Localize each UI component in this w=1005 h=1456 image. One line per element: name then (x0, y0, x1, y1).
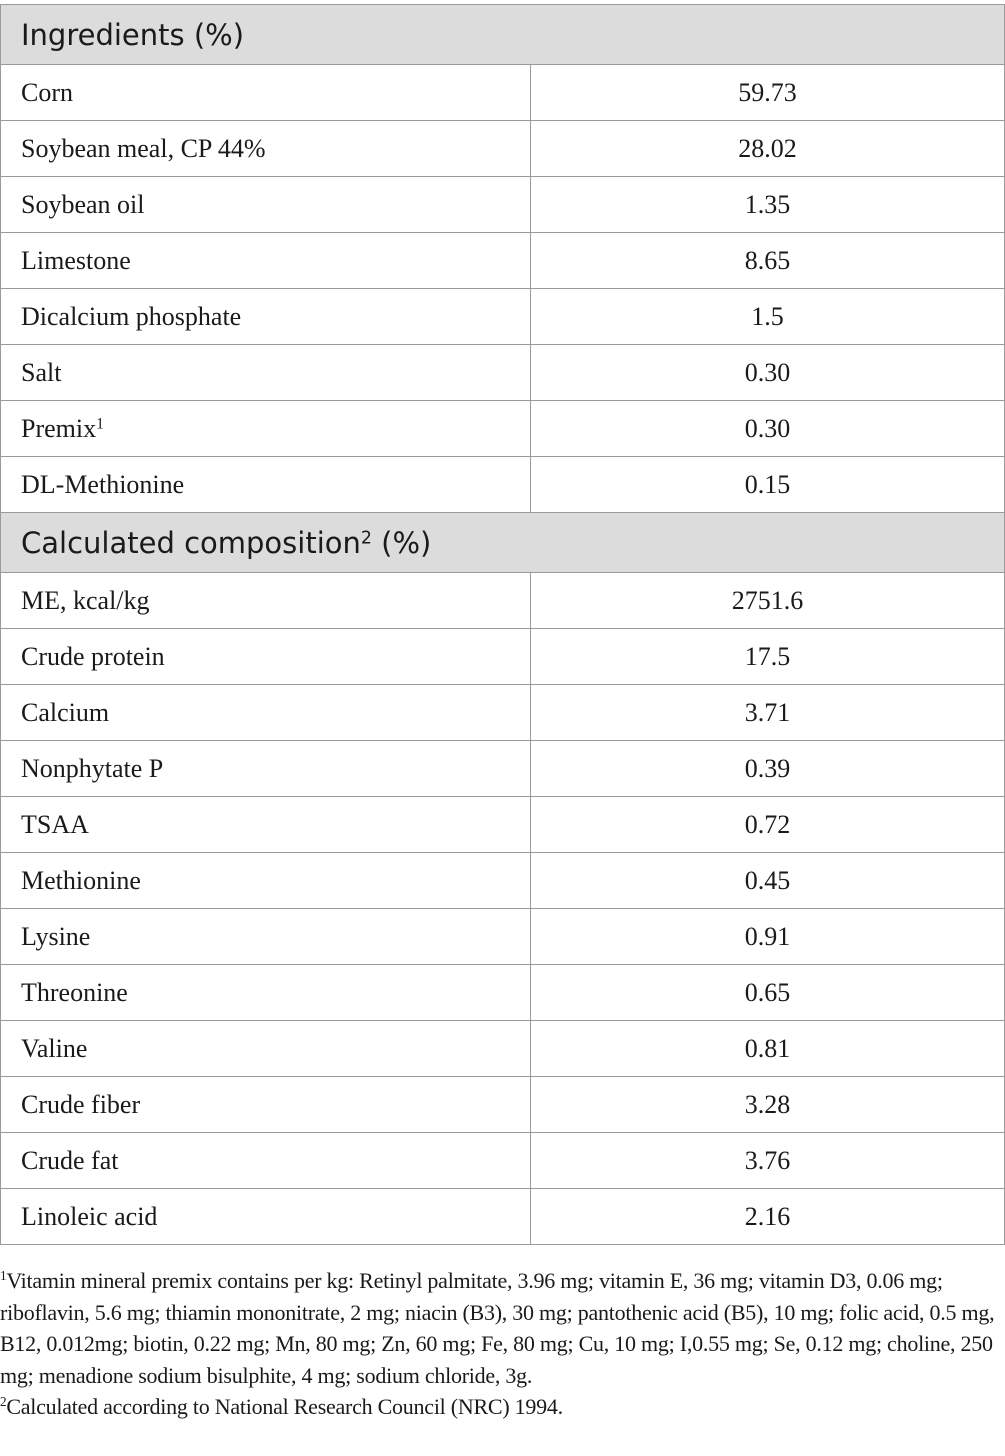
table-row (1, 121, 1005, 177)
row-label: Crude fat (21, 1145, 119, 1175)
row-label: ME, kcal/kg (21, 585, 150, 615)
table-footnotes (0, 1265, 1003, 1423)
footnote-text: Vitamin mineral premix contains per kg: Retinyl palmitate, 3.96 mg; vitamin E, 36 mg; vitamin D3, 0.06 mg; riboflavin, 5.6 mg; thiamin mononitrate, 2 mg; niacin (B3), 30 mg; pantothenic acid (B5), 10 mg; folic acid, 0.5 mg, B12, 0.012mg; biotin, 0.22 mg; Mn, 80 mg; Zn, 60 mg; Fe, 80 mg; Cu, 10 mg; I,0.55 mg; Se, 0.12 mg; choline, 250 mg; menadione sodium bisulphite, 4 mg; sodium chloride, 3g. (0, 1268, 995, 1388)
table-row (1, 797, 1005, 853)
footnote-marker: 2 (360, 527, 372, 548)
row-value: 3.71 (531, 685, 1005, 741)
row-label-cell (1, 177, 531, 233)
row-label-cell (1, 741, 531, 797)
row-label-cell (1, 1021, 531, 1077)
row-value: 17.5 (531, 629, 1005, 685)
table-row (1, 741, 1005, 797)
row-label: Methionine (21, 865, 141, 895)
row-label-cell (1, 1077, 531, 1133)
row-label: Crude protein (21, 641, 165, 671)
row-label-cell (1, 121, 531, 177)
section-heading (1, 513, 1005, 573)
table-row (1, 1077, 1005, 1133)
table-row (1, 573, 1005, 629)
section-heading-unit: (%) (371, 525, 432, 560)
row-label: Premix (21, 413, 97, 443)
table-row (1, 1189, 1005, 1245)
row-label: Threonine (21, 977, 128, 1007)
row-value: 28.02 (531, 121, 1005, 177)
row-label-cell (1, 853, 531, 909)
diet-composition-table-container (0, 4, 1005, 1245)
row-label-cell (1, 289, 531, 345)
section-header-row (1, 5, 1005, 65)
row-label: Crude fiber (21, 1089, 141, 1119)
footnote-text: Calculated according to National Research Council (NRC) 1994. (6, 1394, 563, 1419)
row-label-cell (1, 1189, 531, 1245)
diet-composition-table (0, 4, 1005, 1245)
table-body (1, 5, 1005, 1245)
row-label: Soybean meal, CP 44% (21, 133, 266, 163)
table-row (1, 1021, 1005, 1077)
row-value: 8.65 (531, 233, 1005, 289)
row-value: 2.16 (531, 1189, 1005, 1245)
footnote (0, 1265, 1003, 1391)
row-value: 0.81 (531, 1021, 1005, 1077)
row-label-cell (1, 629, 531, 685)
table-row (1, 65, 1005, 121)
table-row (1, 457, 1005, 513)
row-label: Limestone (21, 245, 131, 275)
row-value: 1.5 (531, 289, 1005, 345)
row-label-cell (1, 345, 531, 401)
row-label-cell (1, 1133, 531, 1189)
row-label: Calcium (21, 697, 110, 727)
row-label: TSAA (21, 809, 89, 839)
section-header-row (1, 513, 1005, 573)
row-label: Dicalcium phosphate (21, 301, 242, 331)
row-value: 3.28 (531, 1077, 1005, 1133)
row-label-cell (1, 685, 531, 741)
table-row (1, 685, 1005, 741)
row-label: Corn (21, 77, 73, 107)
table-row (1, 401, 1005, 457)
table-row (1, 233, 1005, 289)
row-value: 0.15 (531, 457, 1005, 513)
table-row (1, 909, 1005, 965)
row-value: 2751.6 (531, 573, 1005, 629)
section-heading-text: Ingredients (%) (21, 17, 245, 52)
row-label: DL-Methionine (21, 469, 185, 499)
row-value: 0.91 (531, 909, 1005, 965)
table-row (1, 1133, 1005, 1189)
table-row (1, 177, 1005, 233)
row-label: Linoleic acid (21, 1201, 158, 1231)
table-row (1, 289, 1005, 345)
row-label: Nonphytate P (21, 753, 164, 783)
row-label: Valine (21, 1033, 88, 1063)
row-value: 0.45 (531, 853, 1005, 909)
row-value: 3.76 (531, 1133, 1005, 1189)
footnote (0, 1391, 1003, 1423)
table-row (1, 345, 1005, 401)
row-label-cell (1, 401, 531, 457)
table-row (1, 853, 1005, 909)
row-value: 0.30 (531, 401, 1005, 457)
section-heading-text: Calculated composition (21, 525, 361, 560)
table-row (1, 965, 1005, 1021)
row-label-cell (1, 457, 531, 513)
row-value: 59.73 (531, 65, 1005, 121)
row-label-cell (1, 573, 531, 629)
row-label-cell (1, 65, 531, 121)
row-label-cell (1, 965, 531, 1021)
footnote-marker: 2 (0, 1394, 7, 1410)
row-label-cell (1, 797, 531, 853)
row-label-cell (1, 909, 531, 965)
row-value: 0.39 (531, 741, 1005, 797)
footnote-marker: 1 (0, 1268, 7, 1284)
row-label: Lysine (21, 921, 91, 951)
row-label: Salt (21, 357, 62, 387)
row-value: 0.72 (531, 797, 1005, 853)
row-value: 0.30 (531, 345, 1005, 401)
row-label-cell (1, 233, 531, 289)
section-heading (1, 5, 1005, 65)
row-label: Soybean oil (21, 189, 145, 219)
row-value: 1.35 (531, 177, 1005, 233)
table-row (1, 629, 1005, 685)
footnote-marker: 1 (96, 414, 104, 432)
row-value: 0.65 (531, 965, 1005, 1021)
